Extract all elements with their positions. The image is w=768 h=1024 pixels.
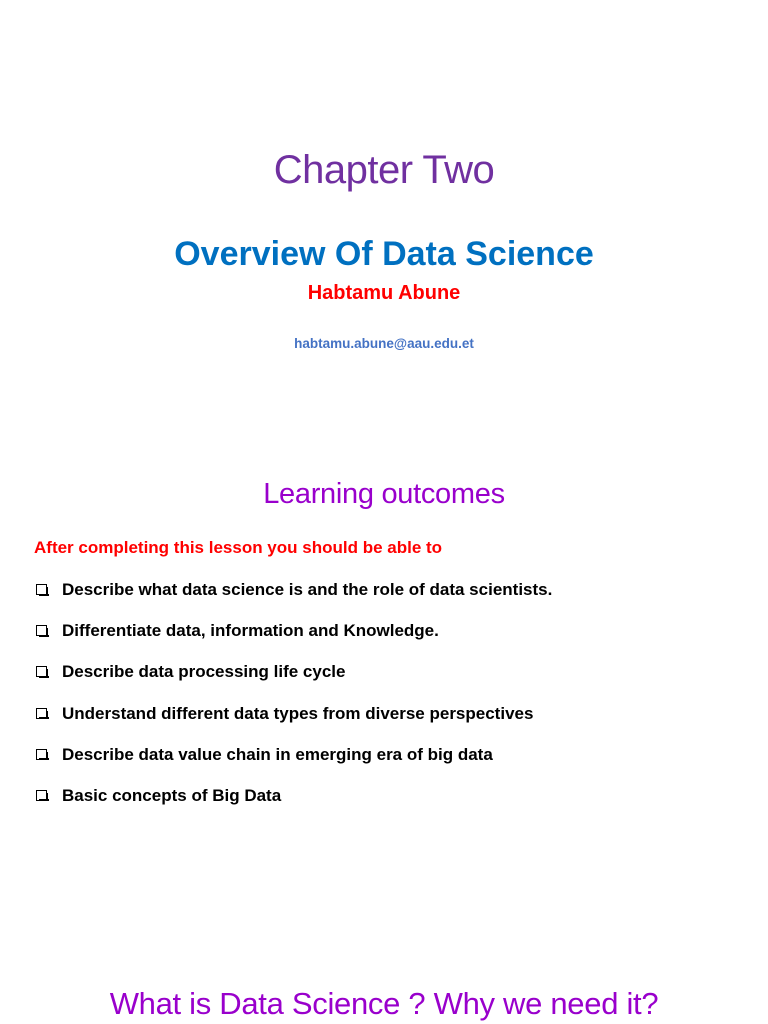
list-item-text: Understand different data types from diverse perspectives [62, 703, 534, 723]
author-email: habtamu.abune@aau.edu.et [294, 336, 474, 351]
chapter-title: Chapter Two [273, 148, 495, 192]
list-item [36, 785, 552, 826]
list-item [36, 579, 552, 620]
checkbox-bullet-icon [36, 666, 47, 677]
list-item-text: Describe data value chain in emerging era of big data [62, 744, 493, 764]
learning-outcomes-intro: After completing this lesson you should be able to [34, 538, 443, 557]
list-item-text: Basic concepts of Big Data [62, 785, 282, 805]
list-item [36, 661, 552, 702]
list-item [36, 703, 552, 744]
slide-subtitle: Overview Of Data Science [174, 235, 594, 273]
learning-outcomes-list [36, 579, 552, 826]
checkbox-bullet-icon [36, 708, 47, 719]
next-slide-heading: What is Data Science ? Why we need it? [109, 986, 659, 1021]
list-item-text: Describe what data science is and the role of data scientists. [62, 580, 553, 599]
list-item-text: Differentiate data, information and Knowledge. [62, 621, 439, 641]
list-item [36, 620, 552, 661]
checkbox-bullet-icon [36, 790, 47, 801]
list-item [36, 744, 552, 785]
learning-outcomes-heading: Learning outcomes [263, 478, 505, 510]
author-name: Habtamu Abune [307, 282, 461, 304]
list-item-text: Describe data processing life cycle [62, 662, 346, 682]
checkbox-bullet-icon [36, 584, 47, 595]
checkbox-bullet-icon [36, 625, 47, 636]
checkbox-bullet-icon [36, 749, 47, 760]
